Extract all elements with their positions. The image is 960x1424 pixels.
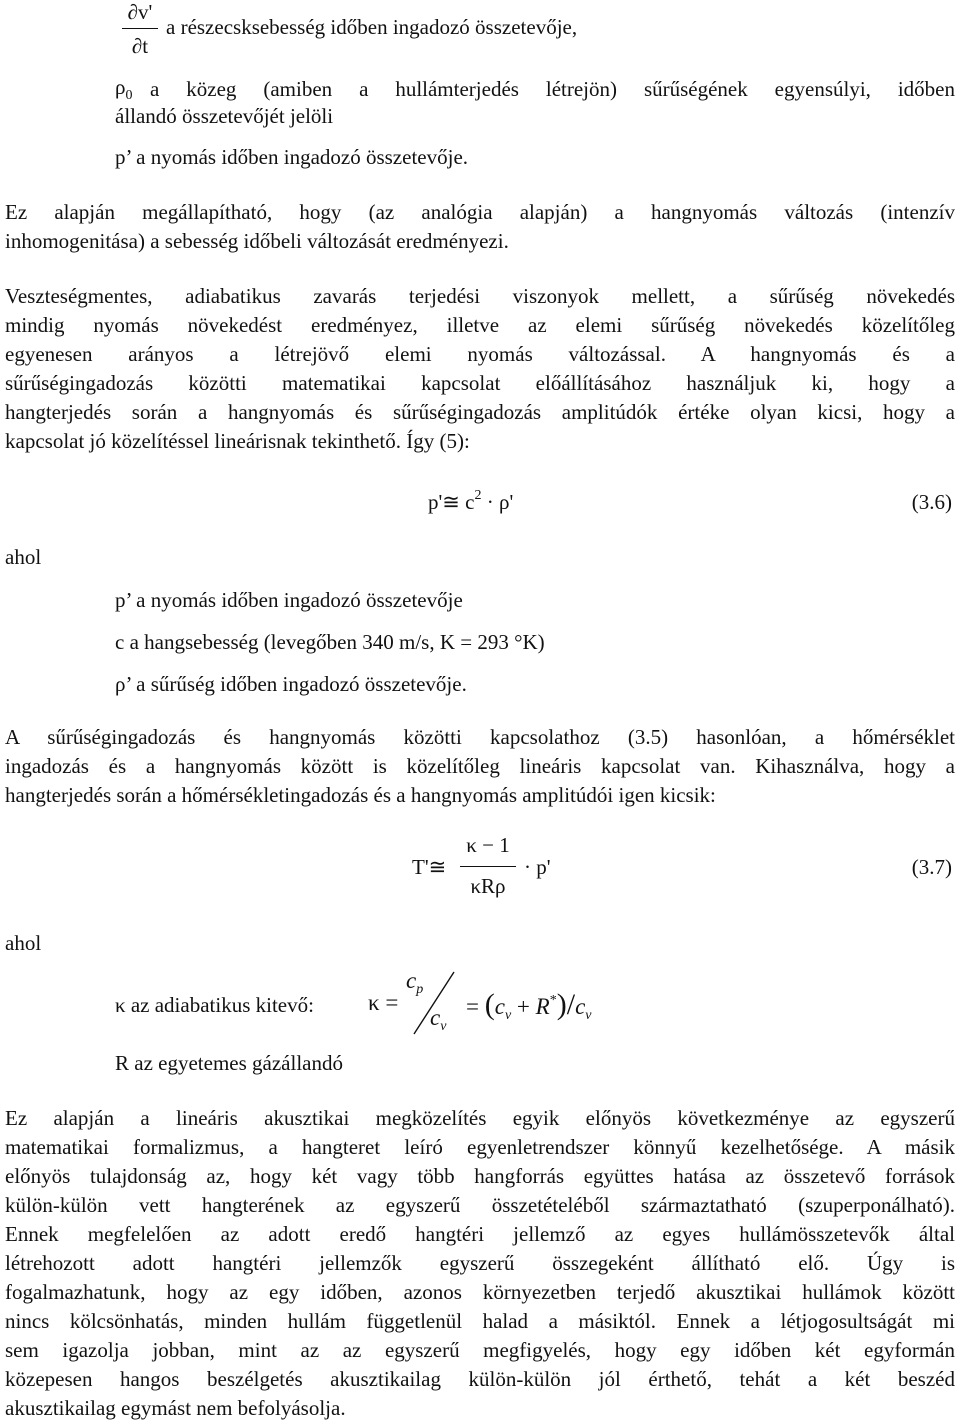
def-p: p’ a nyomás időben ingadozó összetevője	[115, 588, 463, 612]
cv-sub: v	[585, 1008, 592, 1023]
equation-label-3-6: (3.6)	[911, 490, 952, 514]
close-paren: )	[556, 988, 567, 1021]
def-c: c a hangsebesség (levegőben 340 m/s, K = 293 °K)	[115, 630, 545, 654]
approx-sign: ≅	[428, 855, 447, 879]
text-line: létrehozott adott hangtéri jellemzők egyszerű összegeként állítható elő. Úgy is	[5, 1251, 955, 1275]
text-line: fogalmazhatunk, hogy az egy időben, azonos környezetben terjedő akusztikai hullámok között	[5, 1280, 955, 1304]
text-line: Ennek megfelelően az adott eredő hangtéri jellemző az egyes hullámösszetevők által	[5, 1222, 955, 1246]
kappa-right-side	[466, 988, 592, 1022]
text-line: nincs kölcsönhatás, minden hullám függetlenül halad a másiktól. Ennek a létjogosultságát mi	[5, 1309, 955, 1333]
text-line: mindig nyomás növekedést eredményez, illetve az elemi sűrűség növekedés közelítőleg	[5, 313, 955, 337]
text-line: Veszteségmentes, adiabatikus zavarás terjedési viszonyok mellett, a sűrűség növekedés	[5, 284, 955, 308]
text-line: hangterjedés során a hőmérsékletingadozás és a hangnyomás amplitúdói igen kicsik:	[5, 783, 716, 807]
eq-dot: ·	[524, 855, 531, 879]
cv-c: c	[494, 994, 505, 1019]
def-rho: ρ’ a sűrűség időben ingadozó összetevője.	[115, 672, 467, 696]
cv-sub: v	[440, 1019, 447, 1034]
eq-rho: ρ'	[498, 490, 514, 514]
kappa-definition-text: κ az adiabatikus kitevő:	[115, 993, 314, 1017]
text-line: előnyös tulajdonság az, hogy két vagy több hangforrás együttes hatása az összetevő források	[5, 1164, 955, 1188]
kappa: κ	[368, 990, 380, 1015]
paragraph-4	[5, 1104, 955, 1423]
equals-sign: =	[466, 994, 479, 1019]
approx-sign: ≅	[442, 490, 460, 514]
text-line: Ez alapján a lineáris akusztikai megközelítés egyik előnyös következménye az egyszerű	[5, 1106, 955, 1130]
cp-sub: p	[416, 982, 424, 997]
eq37-numerator: κ − 1	[466, 833, 510, 857]
text-line: a közeg (amiben a hullámterjedés létrejön) sűrűségének egyensúlyi, időben	[150, 77, 955, 101]
ahol-label-2: ahol	[5, 931, 42, 955]
slash: /	[566, 988, 576, 1021]
R-definition: R az egyetemes gázállandó	[115, 1051, 343, 1075]
eq-lhs: T'	[412, 855, 429, 879]
text-line: akusztikailag egymást nem befolyásolja.	[5, 1396, 346, 1420]
kappa-symbol	[368, 990, 398, 1016]
text-line: ingadozás és a hangnyomás között is közelítőleg lineáris kapcsolat van. Kihasználva, hogy a	[5, 754, 955, 778]
equation-3-6	[428, 490, 513, 515]
p-description: p’ a nyomás időben ingadozó összetevője.	[115, 145, 469, 169]
partial-t-denominator: ∂t	[131, 34, 149, 58]
equals-sign: =	[385, 990, 399, 1015]
text-line: matematikai formalizmus, a hangteret leíró egyenletrendszer könnyű kezelhetősége. A másik	[5, 1135, 955, 1159]
rho-subscript: 0	[125, 88, 133, 103]
open-paren: (	[484, 988, 495, 1021]
text-line: sem igazolja jobban, mint az az egyszerű megfigyelés, hogy egy időben két egyformán	[5, 1338, 955, 1362]
v-description: a részecsksebesség időben ingadozó összetevője,	[166, 15, 578, 39]
fraction-bar	[122, 28, 158, 29]
text-line: külön-külön vett hangterének az egyszerű összetételéből származtatható (szuperponálható).	[5, 1193, 955, 1217]
plus-sign: +	[516, 994, 530, 1019]
cv-denominator	[430, 1005, 447, 1034]
r-star: R	[535, 994, 550, 1019]
text-line: hangterjedés során a hangnyomás és sűrűségingadozás amplitúdók értéke olyan kicsi, hogy a	[5, 400, 955, 424]
eq37-rhs	[524, 855, 551, 880]
text-line: Ez alapján megállapítható, hogy (az analógia alapján) a hangnyomás változás (intenzív	[5, 200, 955, 224]
paragraph-1	[5, 198, 955, 256]
equation-label-3-7: (3.7)	[911, 855, 952, 879]
text-line: inhomogenitása) a sebesség időbeli változását eredményezi.	[5, 229, 509, 253]
text-line: egyenesen arányos a létrejövő elemi nyomás változással. A hangnyomás és a	[5, 342, 955, 366]
eq37-fraction-bar	[460, 866, 516, 867]
rho0-definition-text	[150, 75, 955, 104]
cv-sub: v	[504, 1008, 512, 1023]
text-line: közepesen hangos beszélgetés akusztikailag külön-külön jól érthető, tehát a két beszéd	[5, 1367, 955, 1391]
text-line: sűrűségingadozás közötti matematikai kapcsolat előállításához használjuk ki, hogy a	[5, 371, 955, 395]
rho0-definition	[115, 75, 133, 103]
r-star-sup: *	[549, 993, 557, 1008]
eq37-denominator: κRρ	[470, 874, 506, 898]
eq-dot: ·	[486, 490, 494, 514]
eq-lhs: p'	[428, 490, 443, 514]
cp-c: c	[406, 968, 417, 993]
text-line: A sűrűségingadozás és hangnyomás közötti kapcsolathoz (3.5) hasonlóan, a hőmérséklet	[5, 725, 955, 749]
rho0-definition-line2: állandó összetevőjét jelöli	[115, 104, 334, 128]
eq37-lhs	[412, 855, 446, 880]
text-line: kapcsolat jó közelítéssel lineárisnak tekinthető. Így (5):	[5, 429, 470, 453]
rho-symbol: ρ	[115, 75, 126, 99]
ahol-label-1: ahol	[5, 545, 42, 569]
eq-rhs: p'	[536, 855, 551, 879]
paragraph-2	[5, 282, 955, 456]
eq-c: c	[465, 490, 475, 514]
paragraph-3	[5, 723, 955, 810]
eq-exponent: 2	[474, 488, 482, 503]
partial-v-numerator: ∂v'	[127, 0, 153, 24]
cv-c: c	[430, 1005, 441, 1030]
cv-c: c	[575, 994, 586, 1019]
